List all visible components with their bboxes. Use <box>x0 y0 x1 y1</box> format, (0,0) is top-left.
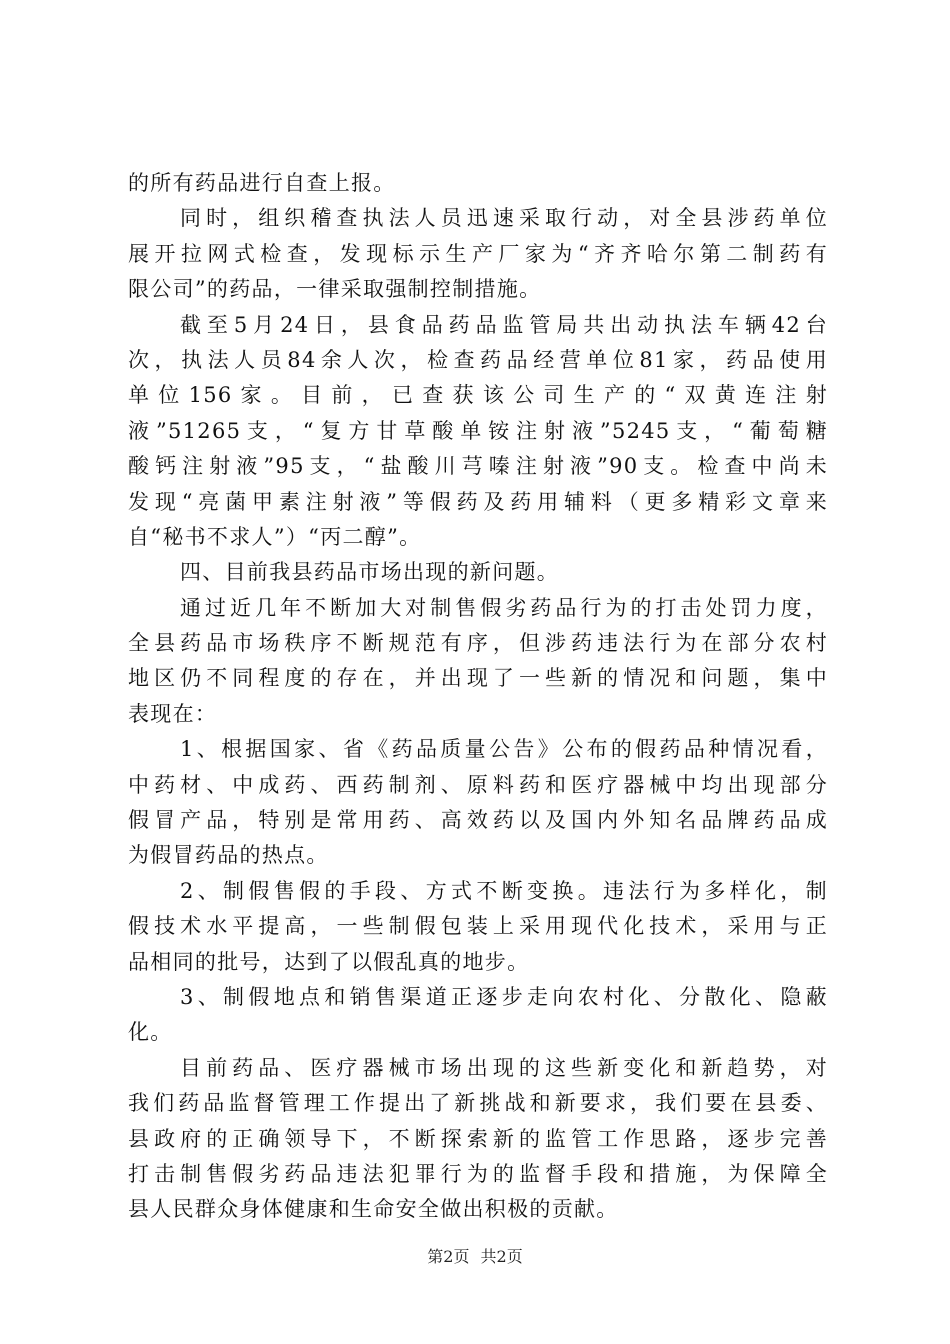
text-line: 目前药品、医疗器械市场出现的这些新变化和新趋势，对 <box>180 1055 828 1080</box>
page-number: 第2页 <box>427 1247 470 1266</box>
text-line: 3、制假地点和销售渠道正逐步走向农村化、分散化、隐蔽 <box>180 984 828 1009</box>
text-line: 化。 <box>128 1020 173 1045</box>
text-line: 为假冒药品的热点。 <box>128 843 329 868</box>
document-body <box>128 166 828 1228</box>
text-line: 展开拉网式检查，发现标示生产厂家为“齐齐哈尔第二制药有 <box>128 241 828 266</box>
text-line: 假技术水平提高，一些制假包装上采用现代化技术，采用与正 <box>128 914 828 939</box>
text-line: 液”51265支，“复方甘草酸单铵注射液”5245支，“葡萄糖 <box>128 418 828 443</box>
text-line: 表现在： <box>128 701 218 726</box>
text-line: 自“秘书不求人”）“丙二醇”。 <box>128 524 422 549</box>
text-line: 打击制售假劣药品违法犯罪行为的监督手段和措施，为保障全 <box>128 1161 828 1186</box>
text-line: 品相同的批号，达到了以假乱真的地步。 <box>128 949 530 974</box>
text-line: 通过近几年不断加大对制售假劣药品行为的打击处罚力度， <box>180 595 828 620</box>
text-line: 2、制假售假的手段、方式不断变换。违法行为多样化，制 <box>180 878 828 903</box>
text-line: 次，执法人员84余人次，检查药品经营单位81家，药品使用 <box>128 347 828 372</box>
text-line: 的所有药品进行自查上报。 <box>128 171 396 195</box>
text-line: 同时，组织稽查执法人员迅速采取行动，对全县涉药单位 <box>180 206 828 231</box>
page-total: 共2页 <box>480 1247 523 1266</box>
text-line: 假冒产品，特别是常用药、高效药以及国内外知名品牌药品成 <box>128 808 828 833</box>
page-footer <box>0 1244 950 1267</box>
text-line: 酸钙注射液”95支，“盐酸川芎嗪注射液”90支。检查中尚未 <box>128 454 828 479</box>
text-line: 限公司”的药品，一律采取强制控制措施。 <box>128 277 542 302</box>
text-line: 全县药品市场秩序不断规范有序，但涉药违法行为在部分农村 <box>128 631 828 656</box>
text-line: 单位156家。目前，已查获该公司生产的“双黄连注射 <box>128 383 828 408</box>
text-line: 县人民群众身体健康和生命安全做出积极的贡献。 <box>128 1197 619 1222</box>
text-line: 县政府的正确领导下，不断探索新的监管工作思路，逐步完善 <box>128 1126 828 1151</box>
text-line: 1、根据国家、省《药品质量公告》公布的假药品种情况看， <box>180 737 828 762</box>
text-line: 我们药品监督管理工作提出了新挑战和新要求，我们要在县委、 <box>128 1091 828 1116</box>
text-line: 中药材、中成药、西药制剂、原料药和医疗器械中均出现部分 <box>128 772 828 797</box>
text-line: 发现“亮菌甲素注射液”等假药及药用辅料（更多精彩文章来 <box>128 489 828 514</box>
text-line: 截至5月24日，县食品药品监管局共出动执法车辆42台 <box>180 312 828 337</box>
text-line: 地区仍不同程度的存在，并出现了一些新的情况和问题，集中 <box>128 666 828 691</box>
text-line: 四、目前我县药品市场出现的新问题。 <box>180 560 560 585</box>
